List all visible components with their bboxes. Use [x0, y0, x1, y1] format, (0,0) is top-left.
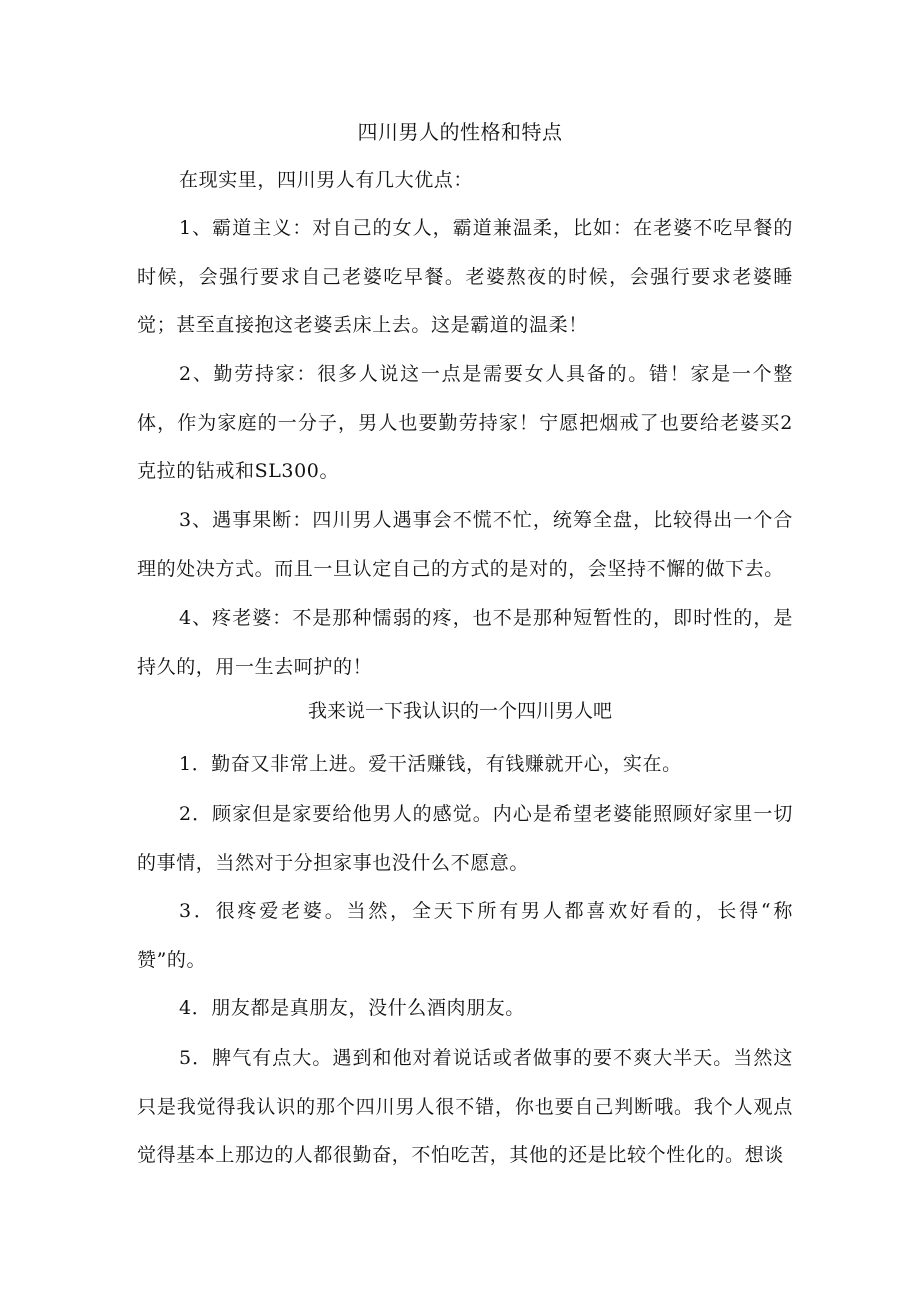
document-title: 四川男人的性格和特点 [357, 120, 563, 144]
list-item-3: 3．很疼爱老婆。当然，全天下所有男人都喜欢好看的，长得“称赞”的。 [137, 900, 793, 971]
list-item-5: 5．脾气有点大。遇到和他对着说话或者做事的要不爽大半天。当然这只是我觉得我认识的那个四川男人很不错，你也要自己判断哦。我个人观点觉得基本上那边的人都很勤奋，不怕吃苦，其他的还是比较个性化的。想谈 [137, 1047, 793, 1166]
section-subtitle: 我来说一下我认识的一个四川男人吧 [307, 700, 612, 722]
list-item-4: 4．朋友都是真朋友，没什么酒肉朋友。 [179, 997, 525, 1019]
list-item-2: 2．顾家但是家要给他男人的感觉。内心是希望老婆能照顾好家里一切的事情，当然对于分担家事也没什么不愿意。 [137, 803, 793, 874]
list-item-1: 1．勤奋又非常上进。爱干活赚钱，有钱赚就开心，实在。 [179, 753, 682, 775]
advantage-paragraph-2: 2、勤劳持家：很多人说这一点是需要女人具备的。错！家是一个整体，作为家庭的一分子，男人也要勤劳持家！宁愿把烟戒了也要给老婆买2克拉的钻戒和SL300。 [137, 363, 793, 482]
intro-paragraph: 在现实里，四川男人有几大优点： [179, 169, 474, 191]
advantage-paragraph-4: 4、疼老婆：不是那种懦弱的疼，也不是那种短暂性的，即时性的，是持久的，用一生去呵护的！ [137, 607, 793, 678]
advantage-paragraph-3: 3、遇事果断：四川男人遇事会不慌不忙，统筹全盘，比较得出一个合理的处决方式。而且一旦认定自己的方式的是对的，会坚持不懈的做下去。 [137, 509, 793, 580]
advantage-paragraph-1: 1、霸道主义：对自己的女人，霸道兼温柔，比如：在老婆不吃早餐的时候，会强行要求自己老婆吃早餐。老婆熬夜的时候，会强行要求老婆睡觉；甚至直接抱这老婆丢床上去。这是霸道的温柔！ [137, 217, 793, 336]
